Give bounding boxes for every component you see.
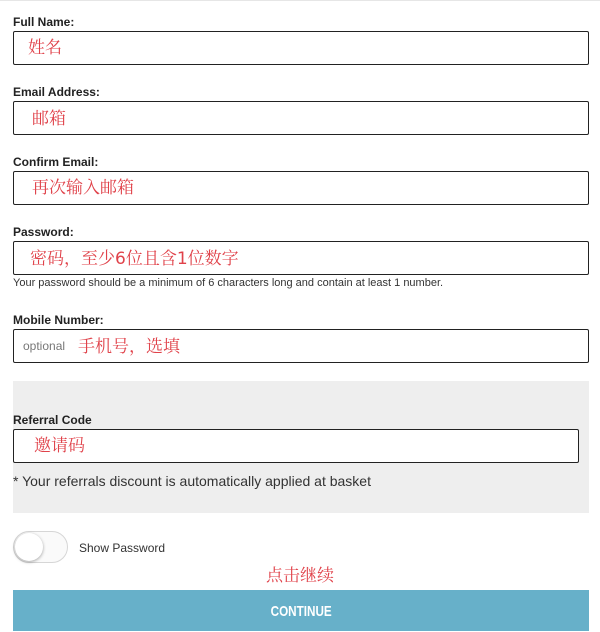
mobile-label: Mobile Number: [13,313,104,327]
mobile-placeholder: optional [23,339,66,353]
full-name-annotation: 姓名 [28,38,62,58]
confirm-email-annotation: 再次输入邮箱 [32,178,134,198]
continue-button[interactable] [13,590,589,631]
referral-label: Referral Code [13,413,92,427]
referral-section [13,381,589,513]
email-label: Email Address: [13,85,100,99]
toggle-knob [15,533,43,561]
full-name-input[interactable] [13,31,589,65]
referral-annotation: 邀请码 [34,436,85,456]
password-annotation: 密码，至少6位且含1位数字 [30,249,239,269]
password-input[interactable] [13,241,589,275]
email-annotation: 邮箱 [32,109,66,129]
referral-note: * Your referrals discount is automatically applied at basket [13,473,371,489]
referral-code-input[interactable] [13,429,579,463]
password-hint: Your password should be a minimum of 6 characters long and contain at least 1 number. [13,277,444,289]
confirm-email-label: Confirm Email: [13,155,99,169]
password-label: Password: [13,225,74,239]
top-divider [0,0,600,1]
mobile-annotation: 手机号，选填 [78,337,180,357]
confirm-email-input[interactable] [13,171,589,205]
show-password-label: Show Password [79,541,166,555]
continue-annotation: 点击继续 [266,566,334,586]
continue-button-label: CONTINUE [270,603,332,620]
email-input[interactable] [13,101,589,135]
mobile-input[interactable] [13,329,589,363]
full-name-label: Full Name: [13,15,75,29]
show-password-toggle[interactable] [13,531,68,563]
